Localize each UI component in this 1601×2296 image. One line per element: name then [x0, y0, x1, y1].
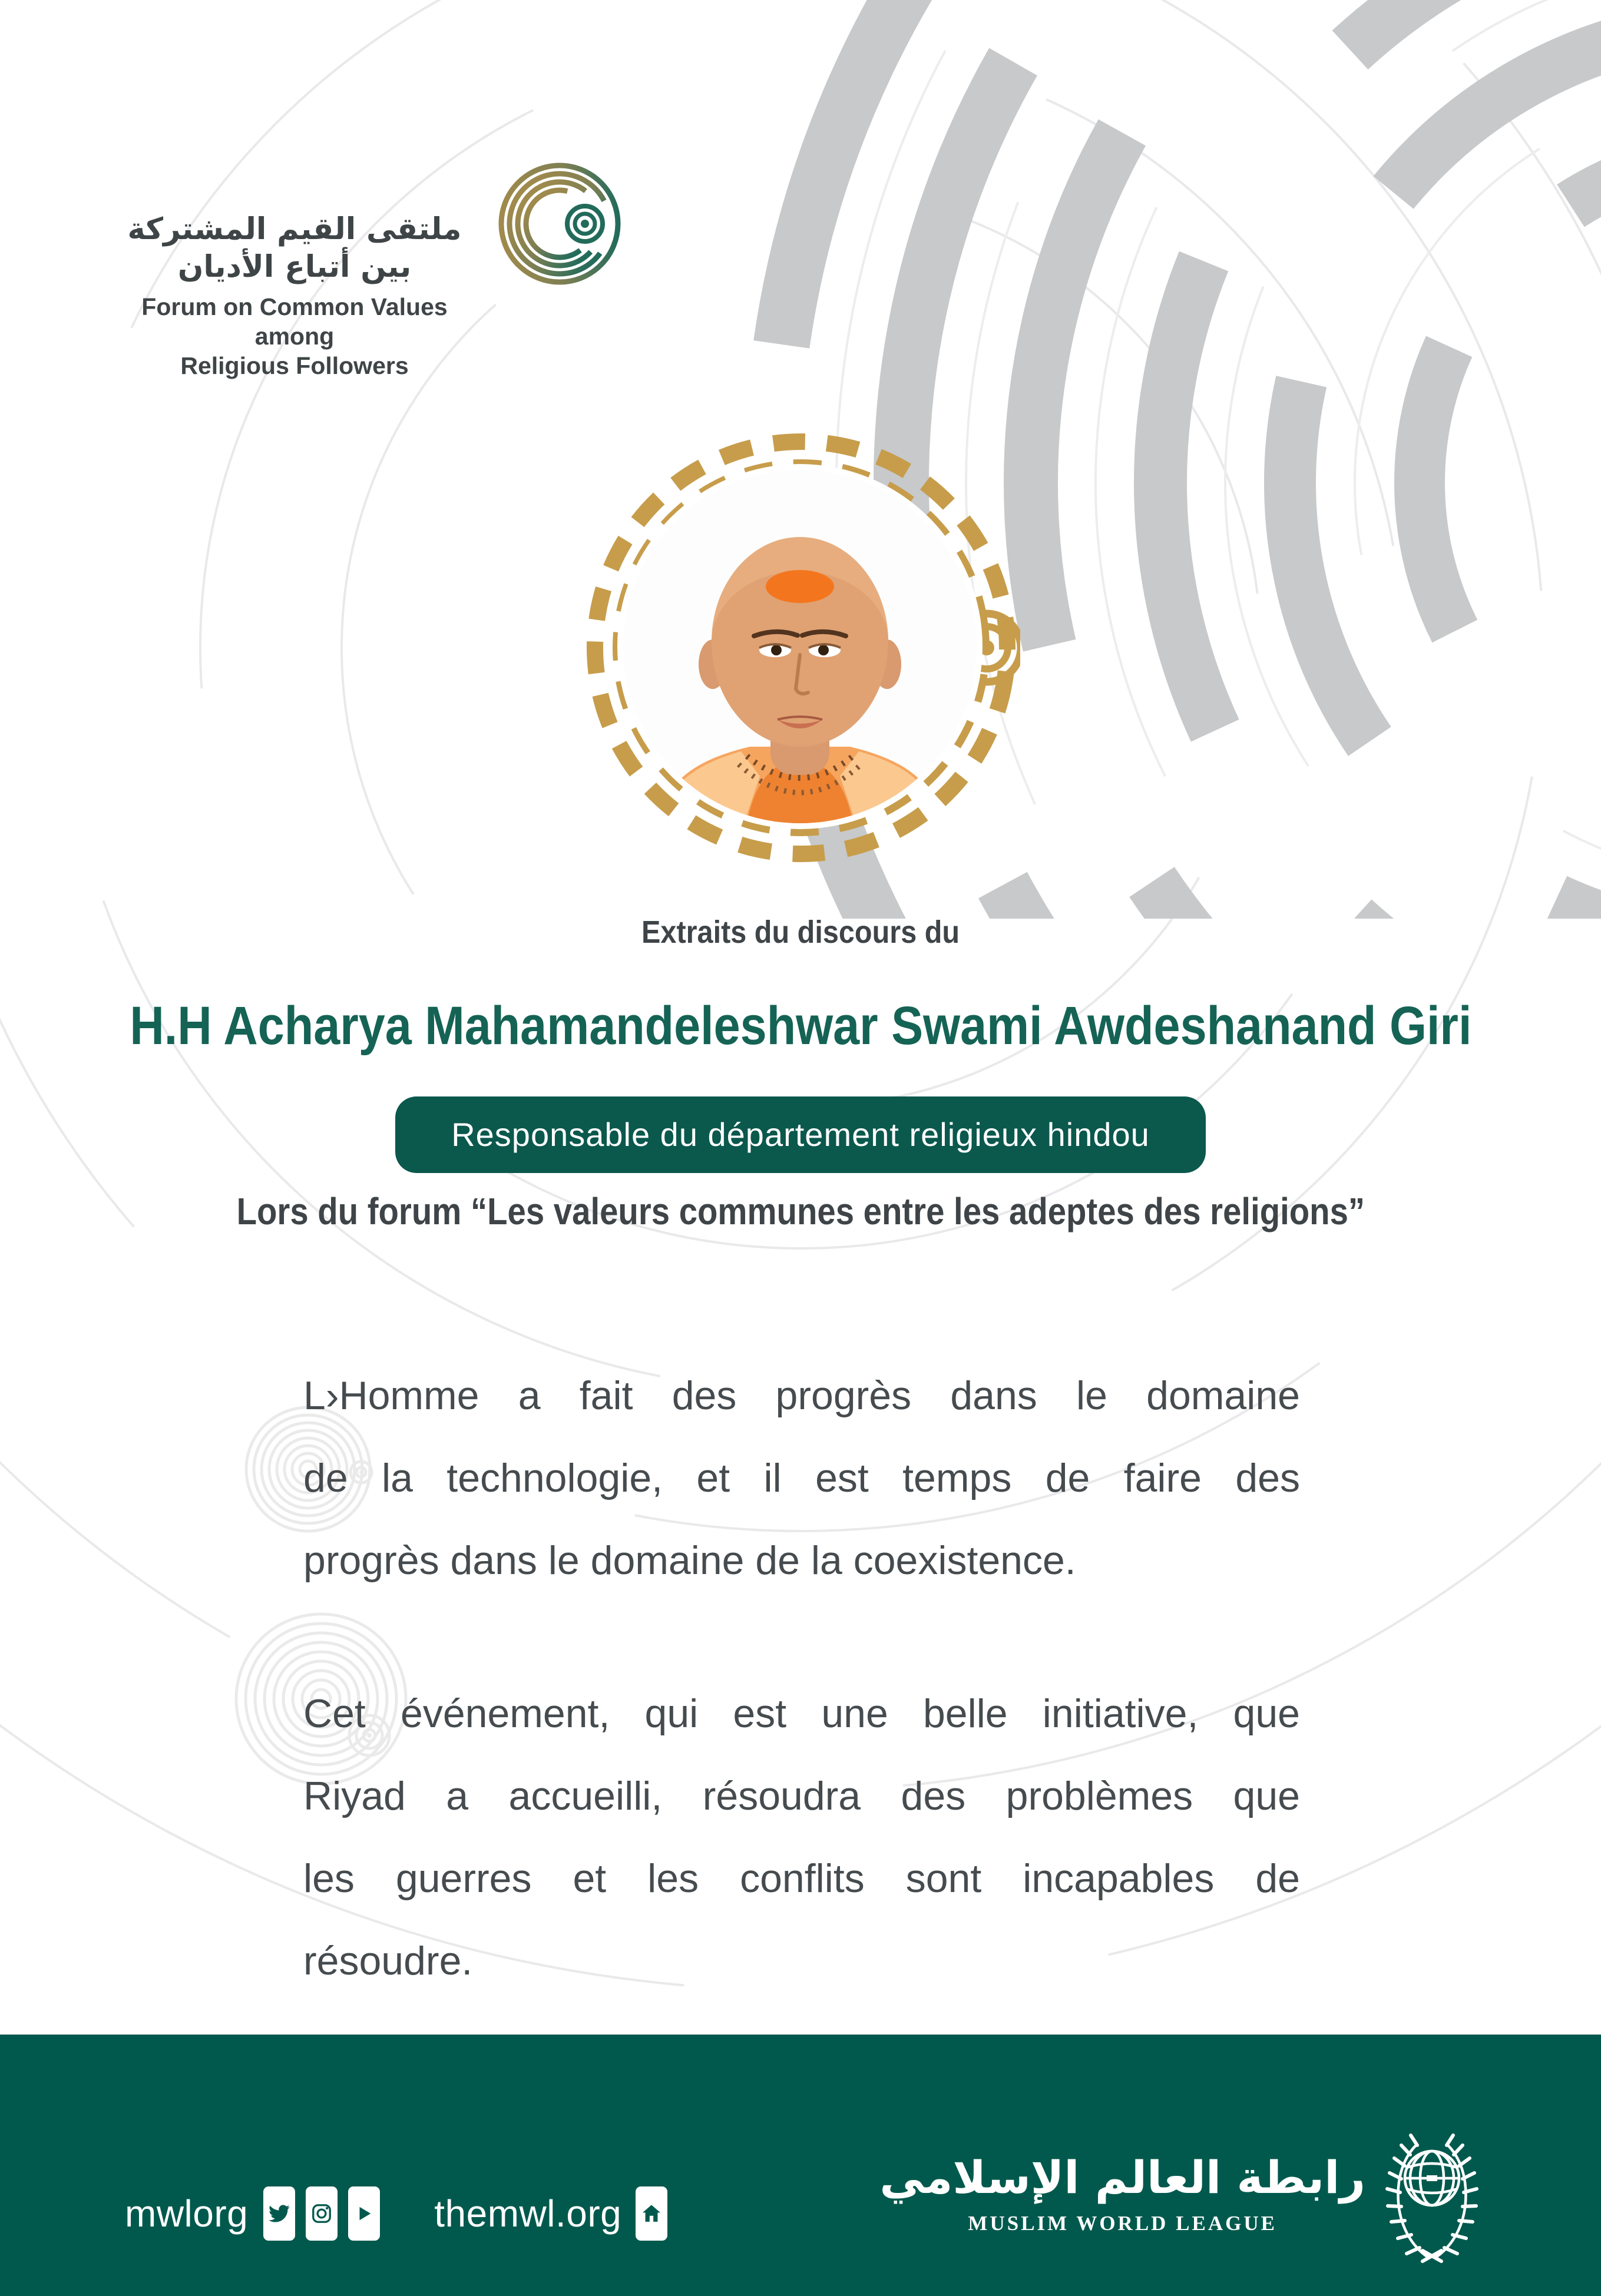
social-handle[interactable]: mwlorg [125, 2192, 249, 2235]
mwl-globe-laurel-emblem-icon [1385, 2124, 1478, 2263]
twitter-icon[interactable] [263, 2186, 295, 2241]
home-glyph [640, 2202, 663, 2225]
quote-body [303, 1354, 1300, 2002]
speaker-name [0, 995, 1601, 1057]
mwl-identity [879, 2124, 1478, 2263]
footer [0, 2035, 1601, 2296]
mwl-name-arabic: رابطة العالم الإسلامي [879, 2151, 1365, 2204]
forum-title [106, 211, 483, 380]
quote-paragraph [303, 1672, 1300, 2002]
forum-title-english-line1: Forum on Common Values among [141, 293, 448, 350]
quote-line: progrès dans le domaine de la coexistence. [303, 1538, 1076, 1583]
role-badge-row [0, 1096, 1601, 1173]
footer-links [125, 2186, 667, 2241]
quote-line: résoudre. [303, 1939, 473, 1983]
mwl-name-english: MUSLIM WORLD LEAGUE [968, 2211, 1277, 2235]
header [106, 160, 623, 380]
instagram-camera-glyph [311, 2203, 332, 2224]
quote-line: les guerres et les conflits sont incapables de [303, 1856, 1300, 1901]
forum-title-english-line2: Religious Followers [180, 352, 409, 379]
play-triangle-glyph [353, 2203, 375, 2224]
quote-paragraph [303, 1354, 1300, 1602]
mwl-titles [879, 2152, 1365, 2235]
forum-title-english [106, 292, 483, 380]
quote-line: de la technologie, et il est temps de faire des [303, 1456, 1300, 1500]
quote-caption [0, 914, 1601, 950]
speaker-portrait [623, 470, 977, 823]
website-link[interactable]: themwl.org [434, 2192, 622, 2235]
event-line [0, 1190, 1601, 1233]
instagram-icon[interactable] [306, 2186, 338, 2241]
event-line-text: Lors du forum “Les valeurs communes entre les adeptes des religions” [236, 1190, 1365, 1233]
forum-title-arabic: ملتقى القيم المشتركة بين أتباع الأديان [127, 212, 462, 284]
speaker-portrait-illustration [623, 470, 977, 823]
quote-line: L›Homme a fait des progrès dans le domaine [303, 1373, 1300, 1418]
quote-line: Riyad a accueilli, résoudra des problèmes que [303, 1774, 1300, 1818]
forum-spiral-logo-icon [496, 160, 623, 287]
quote-line: Cet événement, qui est une belle initiative, que [303, 1691, 1300, 1736]
role-badge: Responsable du département religieux hindou [395, 1096, 1206, 1173]
quote-caption-text: Extraits du discours du [641, 915, 960, 950]
speaker-name-text: H.H Acharya Mahamandeleshwar Swami Awdeshanand Giri [129, 996, 1472, 1056]
twitter-bird-glyph [269, 2203, 290, 2224]
youtube-icon[interactable] [348, 2186, 380, 2241]
home-icon[interactable] [636, 2186, 667, 2241]
